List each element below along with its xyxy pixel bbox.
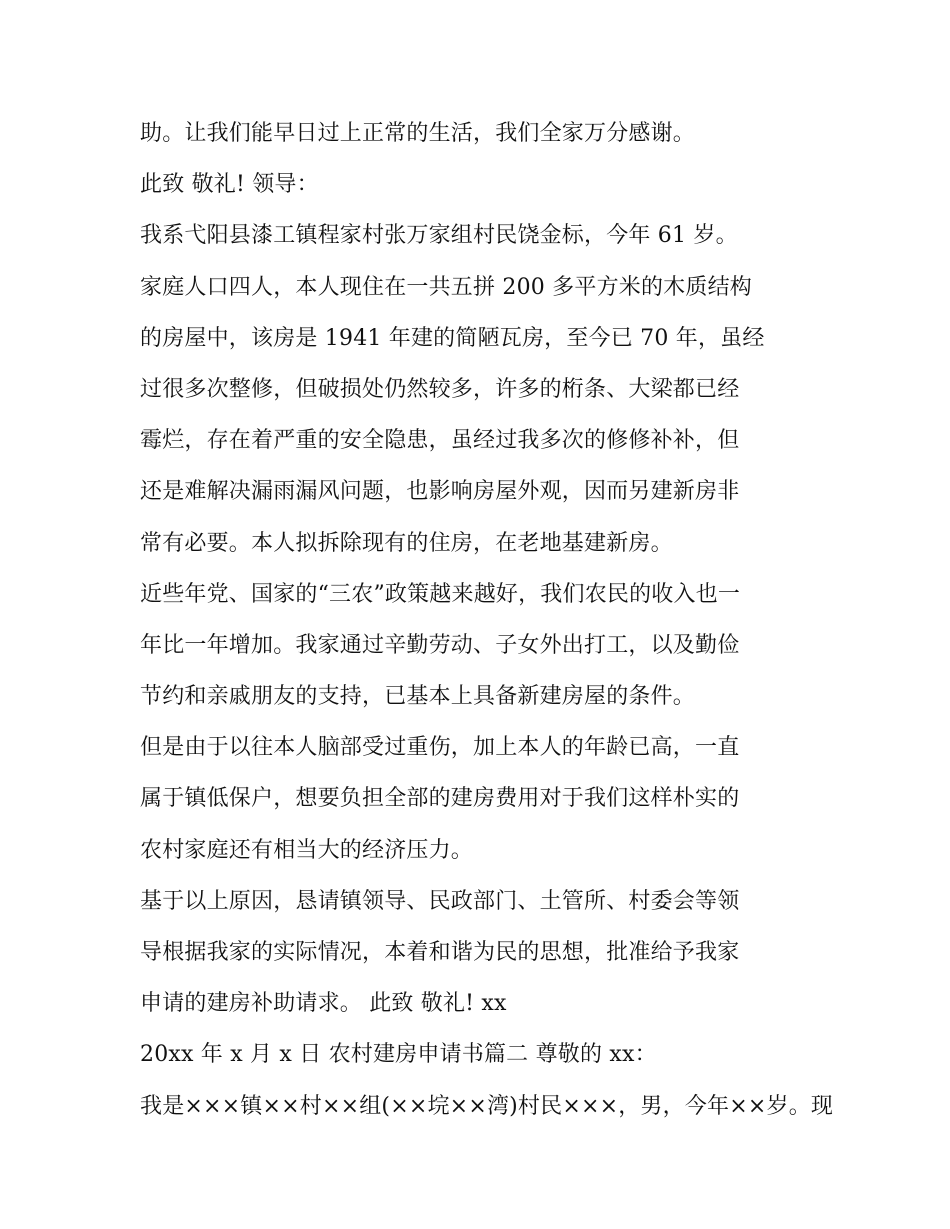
- text-line: 的房屋中，该房是 1941 年建的简陋瓦房，至今已 70 年，虽经: [140, 325, 765, 351]
- text-line: 申请的建房补助请求。 此致 敬礼! xx: [140, 991, 507, 1017]
- text-line: 属于镇低保户，想要负担全部的建房费用对于我们这样朴实的: [140, 786, 740, 812]
- text-line: 但是由于以往本人脑部受过重伤，加上本人的年龄已高，一直: [140, 735, 740, 761]
- text-line: 近些年党、国家的“三农”政策越来越好，我们农民的收入也一: [140, 581, 741, 607]
- text-line: 家庭人口四人，本人现住在一共五拼 200 多平方米的木质结构: [140, 274, 752, 300]
- text-line: 导根据我家的实际情况，本着和谐为民的思想，批准给予我家: [140, 940, 740, 965]
- text-line: 我是×××镇××村××组(××垸××湾)村民×××，男，今年××岁。现: [140, 1093, 834, 1119]
- text-line: 节约和亲戚朋友的支持，已基本上具备新建房屋的条件。: [140, 684, 696, 710]
- text-line: 年比一年增加。我家通过辛勤劳动、子女外出打工，以及勤俭: [140, 632, 740, 658]
- text-line: 20xx 年 x 月 x 日 农村建房申请书篇二 尊敬的 xx：: [140, 1042, 657, 1068]
- text-line: 霉烂，存在着严重的安全隐患，虽经过我多次的修修补补，但: [140, 428, 740, 454]
- text-line: 助。让我们能早日过上正常的生活，我们全家万分感谢。: [140, 121, 696, 146]
- text-line: 基于以上原因，恳请镇领导、民政部门、土管所、村委会等领: [140, 888, 740, 914]
- text-line: 农村家庭还有相当大的经济压力。: [140, 837, 474, 863]
- text-line: 此致 敬礼! 领导：: [140, 172, 319, 198]
- text-line: 还是难解决漏雨漏风问题，也影响房屋外观，因而另建新房非: [140, 479, 740, 505]
- document-body: [140, 108, 834, 1132]
- text-line: 常有必要。本人拟拆除现有的住房，在老地基建新房。: [140, 530, 673, 556]
- text-line: 过很多次整修，但破损处仍然较多，许多的桁条、大梁都已经: [140, 376, 740, 402]
- text-line: 我系弋阳县漆工镇程家村张万家组村民饶金标，今年 61 岁。: [140, 223, 738, 249]
